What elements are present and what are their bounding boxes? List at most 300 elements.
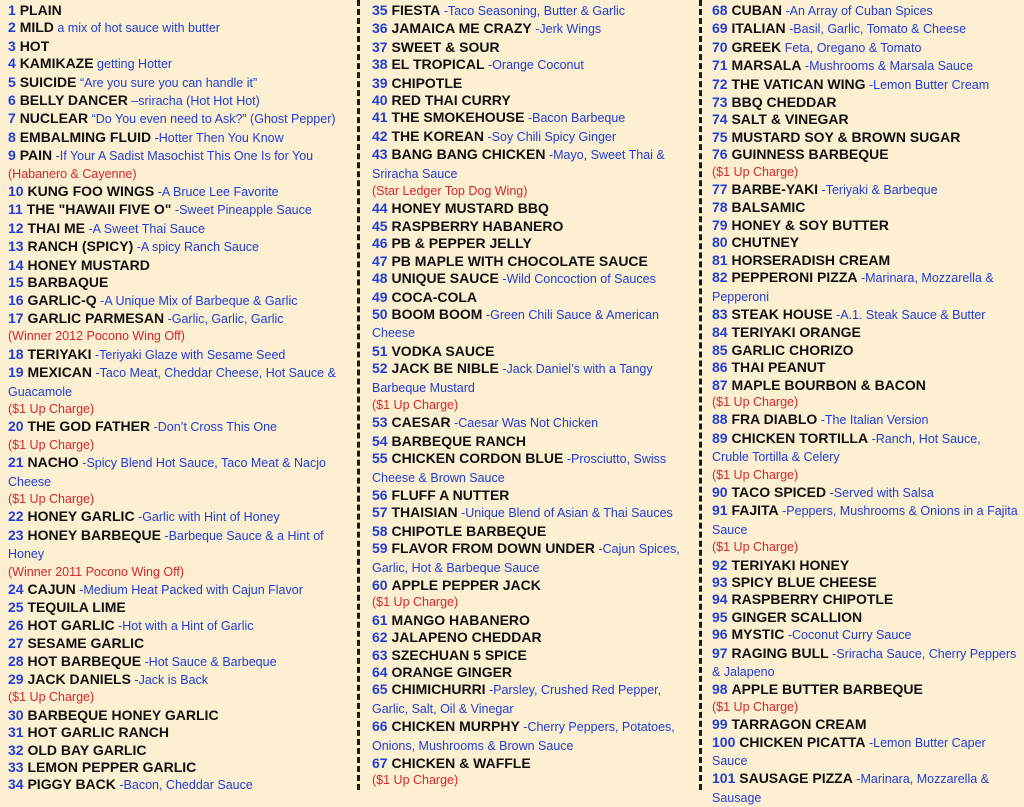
flavor-number: 11	[8, 201, 23, 218]
flavor-number: 92	[712, 556, 728, 573]
flavor-number: 51	[372, 342, 388, 359]
flavor-item	[372, 306, 698, 343]
flavor-name: SWEET & SOUR	[391, 38, 500, 55]
flavor-item	[712, 252, 1020, 269]
flavor-number: 43	[372, 146, 388, 163]
flavor-name: KAMIKAZE	[19, 55, 94, 72]
flavor-item	[712, 411, 1020, 429]
flavor-number: 49	[372, 288, 388, 305]
flavor-name: BARBAQUE	[27, 274, 109, 291]
flavor-item	[712, 234, 1020, 251]
flavor-item	[712, 39, 1020, 57]
flavor-item	[8, 599, 352, 616]
flavor-number: 60	[372, 577, 388, 593]
flavor-name: MILD	[19, 19, 54, 36]
flavor-item	[372, 289, 698, 306]
flavor-item	[8, 671, 352, 707]
flavor-description: -Served with Salsa	[826, 485, 934, 500]
flavor-description: -Sriracha Sauce, Cherry Peppers & Jalapeno	[712, 646, 1017, 680]
flavor-name: SALT & VINEGAR	[731, 111, 849, 128]
flavor-number: 64	[372, 664, 388, 681]
flavor-number: 19	[8, 364, 24, 381]
flavor-item	[8, 183, 352, 201]
flavor-item	[8, 724, 352, 741]
flavor-description: -Cajun Spices, Garlic, Hot & Barbeque Sauce	[372, 542, 680, 575]
flavor-item	[372, 612, 698, 629]
flavor-name: TARRAGON CREAM	[731, 716, 867, 733]
flavor-name: HONEY MUSTARD BBQ	[391, 200, 549, 217]
flavor-number: 72	[712, 75, 728, 92]
flavor-description: -Hotter Then You Know	[151, 130, 284, 145]
column-divider	[357, 0, 360, 790]
flavor-number: 38	[372, 56, 388, 73]
flavor-name: HONEY MUSTARD	[27, 256, 150, 273]
flavor-name: MEXICAN	[27, 364, 93, 381]
flavor-description: -Garlic with Hint of Honey	[134, 510, 280, 525]
flavor-note: (Star Ledger Top Dog Wing)	[372, 184, 528, 199]
flavor-item	[8, 110, 352, 128]
flavor-name: PAIN	[19, 147, 53, 164]
flavor-item	[372, 577, 698, 612]
flavor-number: 47	[372, 252, 388, 269]
flavor-description: -Mayo, Sweet Thai & Sriracha Sauce	[372, 148, 665, 181]
flavor-description: -Orange Coconut	[484, 58, 584, 73]
flavor-item	[712, 430, 1020, 484]
flavor-name: GUINNESS BARBEQUE	[731, 146, 889, 163]
flavor-number: 91	[712, 502, 728, 519]
flavor-item	[712, 76, 1020, 94]
flavor-number: 101	[712, 770, 736, 787]
flavor-number: 71	[712, 57, 728, 74]
flavor-item	[8, 238, 352, 256]
flavor-number: 32	[8, 741, 24, 758]
flavor-number: 61	[372, 611, 388, 628]
flavor-note: ($1 Up Charge)	[712, 467, 799, 482]
flavor-name: THE "HAWAII FIVE O"	[26, 201, 172, 218]
flavor-number: 23	[8, 526, 24, 543]
flavor-number: 21	[8, 454, 24, 471]
flavor-number: 94	[712, 591, 728, 608]
flavor-number: 86	[712, 359, 728, 376]
flavor-name: FAJITA	[731, 502, 779, 519]
flavor-name: APPLE BUTTER BARBEQUE	[731, 681, 923, 698]
flavor-number: 80	[712, 234, 728, 251]
flavor-number: 3	[8, 37, 16, 54]
flavor-description: -Bacon, Cheddar Sauce	[115, 778, 253, 793]
flavor-item	[8, 129, 352, 147]
flavor-number: 35	[372, 2, 388, 18]
flavor-description: -Prosciutto, Swiss Cheese & Brown Sauce	[372, 452, 667, 485]
flavor-note: (Winner 2011 Pocono Wing Off)	[8, 564, 185, 579]
flavor-number: 14	[8, 256, 24, 273]
flavor-name: PLAIN	[19, 2, 62, 18]
flavor-number: 48	[372, 270, 388, 287]
flavor-item	[372, 647, 698, 664]
flavor-number: 57	[372, 504, 388, 521]
flavor-description: -Marinara, Mozzarella & Pepperoni	[712, 271, 994, 304]
flavor-number: 6	[8, 92, 16, 109]
flavor-description: -Green Chili Sauce & American Cheese	[372, 307, 659, 341]
flavor-description: -Taco Meat, Cheddar Cheese, Hot Sauce & Guacamole	[8, 366, 336, 399]
flavor-description: -A Bruce Lee Favorite	[154, 185, 279, 200]
flavor-item	[712, 2, 1020, 20]
flavor-name: GARLIC-Q	[27, 291, 97, 308]
flavor-description: -Jack Daniel’s with a Tangy Barbeque Mustard	[372, 362, 653, 395]
flavor-name: TERIYAKI ORANGE	[731, 324, 861, 341]
flavor-name: BBQ CHEDDAR	[731, 94, 837, 111]
flavor-item	[372, 39, 698, 56]
flavor-number: 25	[8, 599, 24, 616]
flavor-description: -Hot with a Hint of Garlic	[114, 618, 254, 633]
flavor-item	[712, 199, 1020, 216]
flavor-description: -Bacon Barbeque	[524, 111, 626, 126]
flavor-name: SPICY BLUE CHEESE	[731, 574, 877, 590]
flavor-number: 96	[712, 626, 728, 643]
flavor-item	[712, 342, 1020, 359]
flavor-description: -Mushrooms & Marsala Sauce	[801, 59, 974, 74]
flavor-item	[712, 557, 1020, 574]
flavor-item	[372, 718, 698, 755]
flavor-name: ORANGE GINGER	[391, 664, 513, 681]
flavor-name: HOT GARLIC RANCH	[27, 724, 170, 741]
flavor-number: 37	[372, 38, 388, 55]
flavor-number: 16	[8, 291, 24, 308]
flavor-name: SZECHUAN 5 SPICE	[391, 646, 527, 663]
flavor-number: 24	[8, 581, 24, 597]
flavor-name: VODKA SAUCE	[391, 342, 495, 359]
flavor-item	[372, 253, 698, 270]
flavor-number: 41	[372, 109, 388, 126]
flavor-number: 54	[372, 432, 388, 449]
flavor-number: 45	[372, 217, 388, 234]
flavor-description: -Don’t Cross This One	[150, 420, 278, 435]
flavor-item	[372, 218, 698, 235]
flavor-item	[372, 414, 698, 432]
flavor-number: 22	[8, 508, 24, 525]
flavor-name: TERIYAKI HONEY	[731, 556, 850, 573]
flavor-name: SUICIDE	[19, 73, 77, 90]
flavor-number: 79	[712, 216, 728, 233]
flavor-number: 15	[8, 274, 24, 291]
flavor-description: -Medium Heat Packed with Cajun Flavor	[75, 583, 303, 597]
flavor-description: -Lemon Butter Cream	[865, 77, 990, 92]
flavor-name: JACK BE NIBLE	[391, 360, 499, 377]
flavor-name: MANGO HABANERO	[391, 611, 530, 628]
flavor-item	[372, 504, 698, 522]
flavor-item	[8, 527, 352, 581]
flavor-name: HOT GARLIC	[27, 616, 115, 633]
flavor-description: -A Sweet Thai Sauce	[85, 221, 206, 236]
flavor-description: -Teriyaki Glaze with Sesame Seed	[91, 347, 286, 362]
flavor-note: ($1 Up Charge)	[712, 699, 799, 714]
flavor-item	[8, 19, 352, 37]
flavor-number: 56	[372, 486, 388, 503]
flavor-item	[8, 508, 352, 526]
flavor-name: RED THAI CURRY	[391, 92, 511, 109]
flavor-item	[372, 92, 698, 109]
flavor-number: 26	[8, 616, 24, 633]
flavor-name: GINGER SCALLION	[731, 608, 863, 625]
flavor-description: -A spicy Ranch Sauce	[133, 240, 260, 255]
flavor-item	[372, 200, 698, 217]
flavor-number: 55	[372, 450, 388, 467]
flavor-item	[372, 146, 698, 200]
flavor-description: -Sweet Pineapple Sauce	[171, 203, 312, 218]
flavor-description: -Peppers, Mushrooms & Onions in a Fajita Sauce	[712, 504, 1018, 537]
flavor-item	[372, 487, 698, 504]
flavor-description: -An Array of Cuban Spices	[782, 4, 933, 18]
flavor-description: -Coconut Curry Sauce	[784, 628, 912, 643]
flavor-item	[8, 364, 352, 418]
flavor-number: 28	[8, 652, 24, 669]
flavor-name: SESAME GARLIC	[27, 635, 145, 652]
flavor-item	[712, 609, 1020, 626]
flavor-number: 58	[372, 522, 388, 539]
flavor-number: 8	[8, 128, 16, 145]
flavor-item	[372, 20, 698, 38]
flavor-item	[712, 57, 1020, 75]
flavor-note: ($1 Up Charge)	[712, 164, 799, 179]
flavor-item	[712, 626, 1020, 644]
flavor-item	[8, 55, 352, 73]
flavor-name: MUSTARD SOY & BROWN SUGAR	[731, 128, 961, 145]
flavor-item	[8, 707, 352, 724]
flavor-name: CAJUN	[27, 581, 76, 597]
flavor-name: THE VATICAN WING	[731, 75, 866, 92]
flavor-number: 29	[8, 671, 24, 688]
flavor-name: ITALIAN	[731, 20, 786, 37]
flavor-name: BALSAMIC	[731, 199, 806, 216]
flavor-name: BELLY DANCER	[19, 92, 128, 109]
flavor-item	[8, 581, 352, 599]
flavor-number: 44	[372, 200, 388, 217]
flavor-description: -Spicy Blend Hot Sauce, Taco Meat & Nacjo Cheese	[8, 456, 326, 489]
flavor-note: (Winner 2012 Pocono Wing Off)	[8, 329, 185, 344]
flavor-item	[8, 346, 352, 364]
flavor-item	[8, 74, 352, 92]
flavor-item	[712, 359, 1020, 376]
flavor-name: MAPLE BOURBON & BACON	[731, 376, 926, 393]
flavor-number: 27	[8, 635, 24, 652]
flavor-description: -Basil, Garlic, Tomato & Cheese	[785, 22, 967, 37]
flavor-number: 83	[712, 305, 728, 322]
flavor-name: HORSERADISH CREAM	[731, 251, 891, 268]
flavor-number: 20	[8, 418, 24, 435]
flavor-item	[372, 450, 698, 487]
flavor-description: -Barbeque Sauce & a Hint of Honey	[8, 528, 324, 562]
flavor-number: 9	[8, 147, 16, 164]
flavor-name: CHICKEN CORDON BLUE	[391, 450, 564, 467]
flavor-number: 97	[712, 644, 728, 661]
flavor-item	[8, 653, 352, 671]
flavor-number: 2	[8, 19, 16, 36]
flavor-item	[712, 502, 1020, 556]
flavor-description: “Are you sure you can handle it”	[76, 75, 258, 90]
flavor-note: ($1 Up Charge)	[372, 773, 459, 788]
flavor-name: UNIQUE SAUCE	[391, 270, 499, 287]
flavor-name: STEAK HOUSE	[731, 305, 833, 322]
flavor-name: CHICKEN & WAFFLE	[391, 755, 531, 772]
flavor-item	[712, 146, 1020, 181]
flavor-item	[712, 217, 1020, 234]
flavor-item	[712, 574, 1020, 591]
flavor-item	[372, 75, 698, 92]
flavor-name: BOOM BOOM	[391, 305, 483, 322]
flavor-name: JAMAICA ME CRAZY	[391, 20, 532, 37]
flavor-name: THAISIAN	[391, 504, 458, 521]
flavor-number: 40	[372, 92, 388, 109]
flavor-name: FLUFF A NUTTER	[391, 486, 510, 503]
flavor-note: ($1 Up Charge)	[712, 394, 799, 409]
flavor-name: CUBAN	[731, 2, 783, 18]
flavor-item	[8, 759, 352, 776]
flavor-description: -Caesar Was Not Chicken	[450, 416, 599, 431]
flavor-item	[712, 645, 1020, 682]
flavor-item	[8, 147, 352, 183]
flavor-item	[8, 274, 352, 291]
flavor-number: 68	[712, 2, 728, 18]
flavor-description: -Teriyaki & Barbeque	[818, 183, 938, 198]
flavor-name: CHIPOTLE	[391, 74, 463, 91]
flavor-name: CHICKEN PICATTA	[739, 733, 866, 750]
flavor-description: -The Italian Version	[817, 413, 929, 428]
flavor-name: FRA DIABLO	[731, 411, 818, 428]
flavor-description: -A.1. Steak Sauce & Butter	[832, 307, 986, 322]
flavor-item	[372, 128, 698, 146]
flavor-number: 63	[372, 646, 388, 663]
flavor-description: -Ranch, Hot Sauce, Cruble Tortilla & Celery	[712, 431, 981, 465]
flavor-number: 7	[8, 110, 16, 127]
flavor-description: –sriracha (Hot Hot Hot)	[127, 94, 260, 109]
menu-column-2	[372, 2, 698, 790]
flavor-description: -If Your A Sadist Masochist This One Is for You	[52, 149, 314, 164]
flavor-number: 34	[8, 776, 24, 793]
flavor-number: 85	[712, 341, 728, 358]
flavor-number: 67	[372, 755, 388, 772]
flavor-number: 74	[712, 111, 728, 128]
flavor-note: ($1 Up Charge)	[8, 491, 95, 506]
flavor-number: 75	[712, 128, 728, 145]
flavor-item	[712, 716, 1020, 733]
flavor-item	[8, 38, 352, 55]
flavor-name: BARBEQUE RANCH	[391, 432, 527, 449]
flavor-number: 95	[712, 608, 728, 625]
flavor-item	[712, 681, 1020, 716]
flavor-item	[712, 20, 1020, 38]
flavor-description: getting Hotter	[93, 57, 173, 72]
flavor-description: -Garlic, Garlic, Garlic	[164, 311, 284, 326]
flavor-item	[8, 454, 352, 508]
flavor-item	[372, 343, 698, 360]
flavor-description: -Unique Blend of Asian & Thai Sauces	[457, 506, 673, 521]
flavor-number: 18	[8, 345, 24, 362]
flavor-name: THAI ME	[27, 219, 86, 236]
menu-column-3	[712, 2, 1020, 807]
flavor-item	[372, 270, 698, 288]
flavor-description: -Lemon Butter Caper Sauce	[712, 735, 986, 769]
flavor-item	[8, 2, 352, 19]
flavor-note: ($1 Up Charge)	[372, 595, 459, 610]
flavor-name: JACK DANIELS	[27, 671, 131, 688]
flavor-item	[712, 377, 1020, 412]
flavor-name: BARBE-YAKI	[731, 181, 819, 198]
flavor-number: 84	[712, 324, 728, 341]
flavor-name: RASPBERRY HABANERO	[391, 217, 564, 234]
flavor-number: 46	[372, 235, 388, 252]
flavor-number: 10	[8, 183, 24, 200]
flavor-name: TACO SPICED	[731, 483, 827, 500]
flavor-name: MARSALA	[731, 57, 802, 74]
flavor-description: -Jack is Back	[130, 673, 209, 688]
flavor-item	[8, 92, 352, 110]
flavor-description: -Marinara, Mozzarella & Sausage	[712, 772, 989, 805]
flavor-item	[712, 306, 1020, 324]
flavor-name: MYSTIC	[731, 626, 785, 643]
flavor-item	[8, 742, 352, 759]
flavor-name: NUCLEAR	[19, 110, 89, 127]
flavor-item	[372, 523, 698, 540]
flavor-number: 81	[712, 251, 728, 268]
flavor-description: -A Unique Mix of Barbeque & Garlic	[96, 293, 298, 308]
flavor-name: PB & PEPPER JELLY	[391, 235, 532, 252]
flavor-number: 100	[712, 733, 736, 750]
flavor-description: “Do You even need to Ask?” (Ghost Pepper)	[88, 112, 336, 127]
flavor-item	[372, 755, 698, 790]
flavor-item	[712, 94, 1020, 111]
flavor-item	[372, 433, 698, 450]
flavor-name: HONEY BARBEQUE	[27, 526, 162, 543]
flavor-item	[372, 360, 698, 414]
flavor-name: GARLIC PARMESAN	[27, 309, 165, 326]
flavor-description: -Jerk Wings	[531, 22, 602, 37]
flavor-name: NACHO	[27, 454, 79, 471]
flavor-number: 89	[712, 429, 728, 446]
flavor-number: 69	[712, 20, 728, 37]
flavor-name: SAUSAGE PIZZA	[739, 770, 853, 787]
flavor-name: LEMON PEPPER GARLIC	[27, 759, 197, 776]
flavor-name: FIESTA	[391, 2, 441, 18]
flavor-name: THE KOREAN	[391, 127, 485, 144]
flavor-item	[712, 129, 1020, 146]
flavor-note: (Habanero & Cayenne)	[8, 166, 137, 181]
flavor-item	[712, 734, 1020, 771]
flavor-name: CHIMICHURRI	[391, 681, 486, 698]
flavor-name: PIGGY BACK	[27, 776, 116, 793]
flavor-note: ($1 Up Charge)	[372, 397, 459, 412]
flavor-name: CHICKEN TORTILLA	[731, 429, 869, 446]
flavor-name: APPLE PEPPER JACK	[391, 577, 541, 593]
flavor-number: 5	[8, 73, 16, 90]
flavor-item	[372, 681, 698, 718]
flavor-name: TERIYAKI	[27, 345, 92, 362]
flavor-number: 77	[712, 181, 728, 198]
flavor-name: RAGING BULL	[731, 644, 829, 661]
flavor-name: FLAVOR FROM DOWN UNDER	[391, 540, 595, 557]
flavor-name: GARLIC CHORIZO	[731, 341, 854, 358]
flavor-name: EL TROPICAL	[391, 56, 485, 73]
flavor-name: HOT BARBEQUE	[27, 652, 142, 669]
flavor-description: -Taco Seasoning, Butter & Garlic	[440, 4, 626, 18]
flavor-name: THAI PEANUT	[731, 359, 826, 376]
flavor-name: CAESAR	[391, 414, 451, 431]
flavor-item	[372, 2, 698, 20]
flavor-number: 52	[372, 360, 388, 377]
flavor-item	[8, 220, 352, 238]
flavor-number: 53	[372, 414, 388, 431]
flavor-item	[712, 111, 1020, 128]
flavor-number: 50	[372, 305, 388, 322]
flavor-number: 39	[372, 74, 388, 91]
